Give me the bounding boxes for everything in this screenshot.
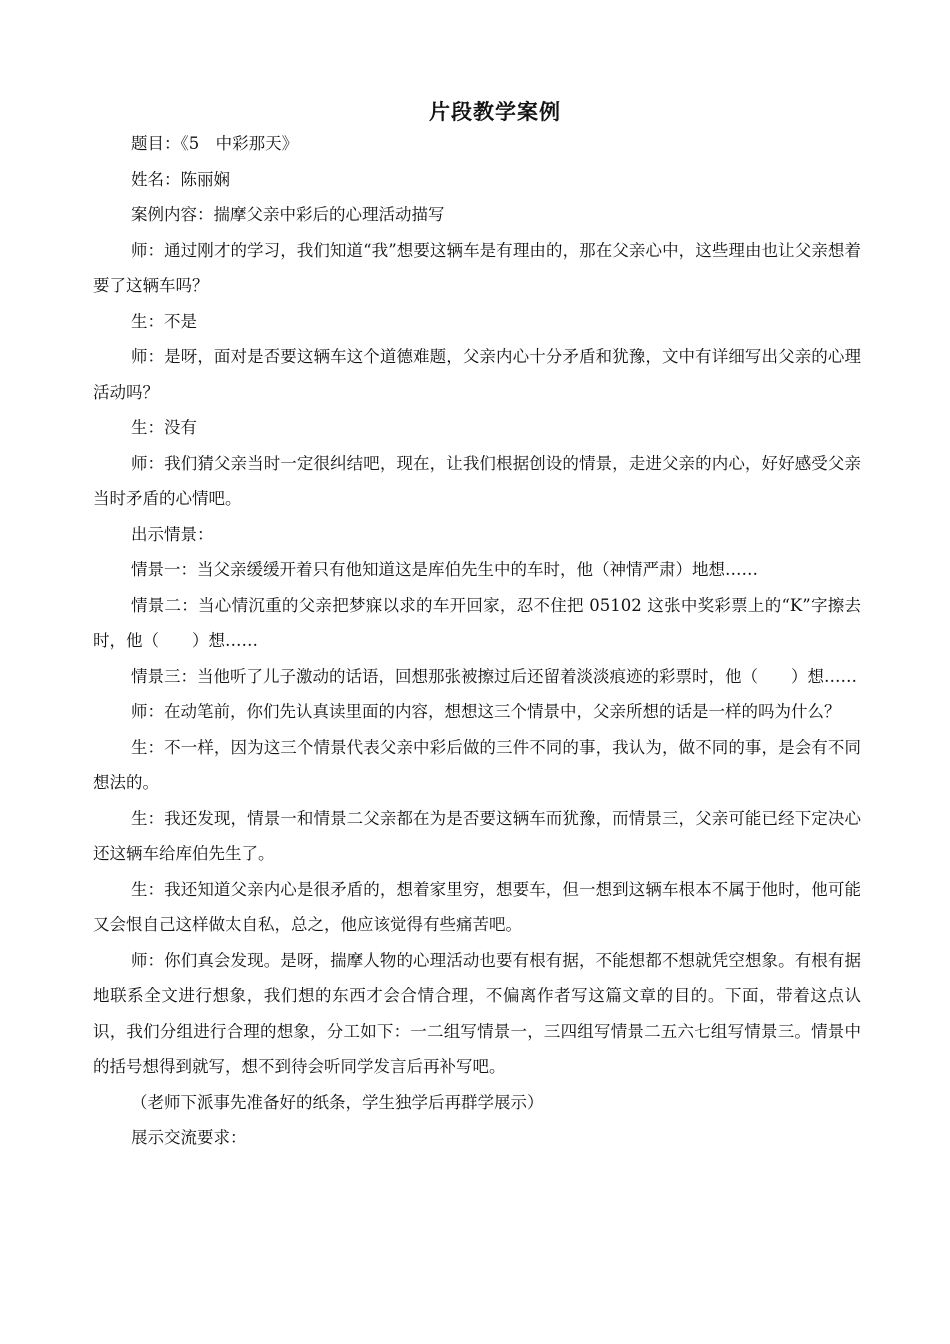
scenario-two: 情景二：当心情沉重的父亲把梦寐以求的车开回家，忍不住把 05102 这张中奖彩票上的“K”字擦去时，他（ ）想…… [93, 595, 861, 650]
paragraph: 出示情景： [130, 524, 214, 544]
document-body [93, 126, 861, 1156]
document-title: 片段教学案例 [429, 100, 561, 124]
paragraph: 师：你们真会发现。是呀，揣摩人物的心理活动也要有根有据，不能想都不想就凭空想象。有根有据地联系全文进行想象，我们想的东西才会合情合理，不偏离作者写这篇文章的目的。下面，带着这点认识，我们分组进行合理的想象，分工如下：一二组写情景一，三四组写情景二五六七组写情景三。情景中的括号想得到就写，想不到待会听同学发言后再补写吧。 [93, 950, 861, 1076]
paragraph: （老师下派事先准备好的纸条，学生独学后再群学展示） [130, 1092, 544, 1112]
paragraph: 师：是呀，面对是否要这辆车这个道德难题，父亲内心十分矛盾和犹豫，文中有详细写出父亲的心理活动吗？ [93, 347, 861, 402]
paragraph: 生：我还知道父亲内心是很矛盾的，想着家里穷，想要车，但一想到这辆车根本不属于他时，他可能又会恨自己这样做太自私，总之，他应该觉得有些痛苦吧。 [93, 879, 861, 934]
paragraph: 生：不是 [130, 311, 197, 331]
paragraph: 生：我还发现，情景一和情景二父亲都在为是否要这辆车而犹豫，而情景三，父亲可能已经下定决心还这辆车给库伯先生了。 [93, 808, 861, 863]
topic-line: 题目：《5 中彩那天》 [130, 134, 299, 153]
paragraph: 师：通过刚才的学习，我们知道“我”想要这辆车是有理由的，那在父亲心中，这些理由也让父亲想着要了这辆车吗？ [93, 240, 861, 295]
paragraph: 展示交流要求： [130, 1128, 247, 1147]
author-line: 姓名：陈丽娴 [130, 169, 230, 189]
scenario-one: 情景一：当父亲缓缓开着只有他知道这是库伯先生中的车时，他（神情严肃）地想…… [130, 560, 758, 579]
paragraph: 师：在动笔前，你们先认真读里面的内容，想想这三个情景中，父亲所想的话是一样的吗为什么？ [130, 702, 841, 721]
paragraph: 生：不一样，因为这三个情景代表父亲中彩后做的三件不同的事，我认为，做不同的事，是会有不同想法的。 [93, 737, 861, 792]
paragraph: 生：没有 [130, 418, 197, 437]
case-content-line: 案例内容：揣摩父亲中彩后的心理活动描写 [130, 205, 445, 224]
scenario-three: 情景三：当他听了儿子激动的话语，回想那张被擦过后还留着淡淡痕迹的彩票时，他（ ）想…… [130, 666, 857, 686]
paragraph: 师：我们猜父亲当时一定很纠结吧，现在，让我们根据创设的情景，走进父亲的内心，好好感受父亲当时矛盾的心情吧。 [93, 453, 861, 508]
